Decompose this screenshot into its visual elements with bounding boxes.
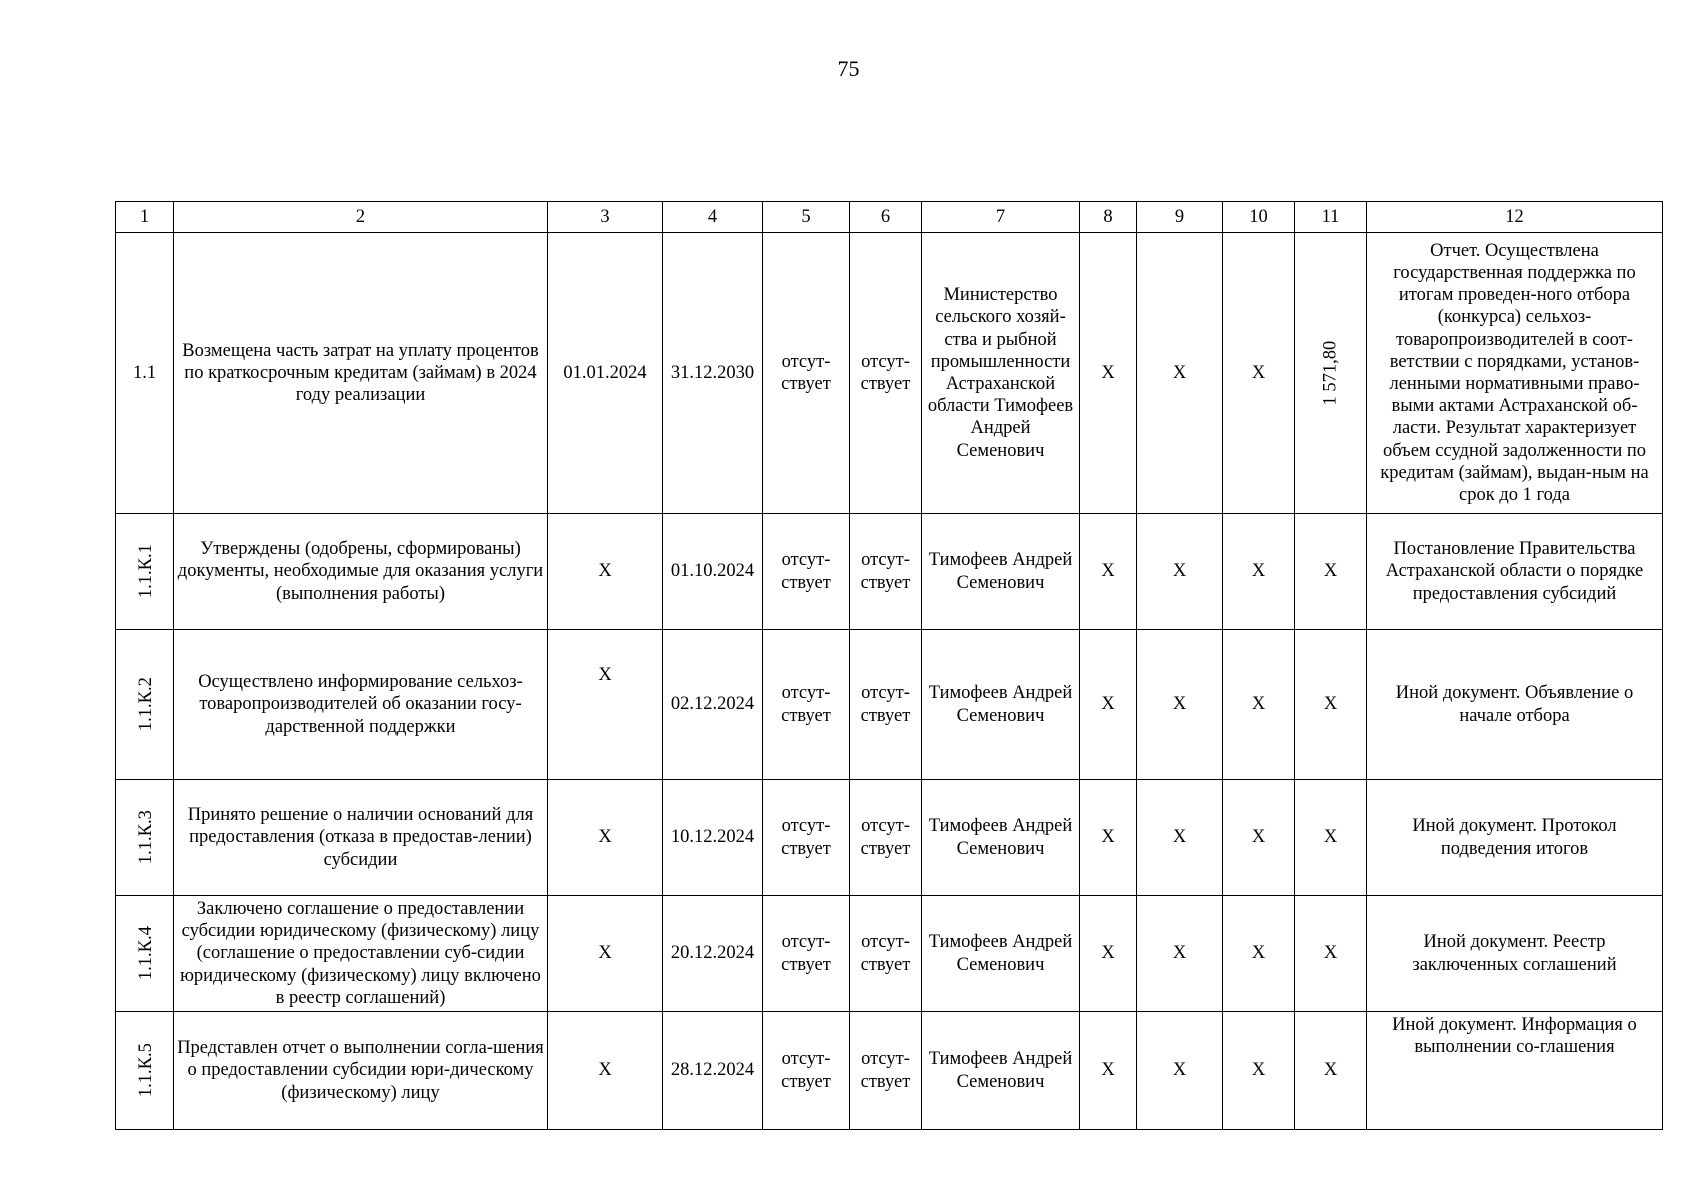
row-description: Принято решение о наличии оснований для предоставления (отказа в предостав-лении) субсидии	[174, 780, 548, 896]
cell-col8: X	[1080, 896, 1137, 1012]
document-cell: Отчет. Осуществлена государственная поддержка по итогам проведен-ного отбора (конкурса) сельхоз-товаропроизводителей в соот-ветствии с порядками, установ-ленными нормативными право-выми актами Астраханской об-ласти. Результат характеризует объем ссудной задолженности по кредитам (займам), выдан-ным на срок до 1 года	[1367, 233, 1663, 514]
row-number: 1.1.К.4	[135, 926, 156, 981]
cell-col9: X	[1137, 514, 1223, 630]
cell-col9: X	[1137, 780, 1223, 896]
document-cell: Иной документ. Объявление о начале отбора	[1367, 630, 1663, 780]
header-cell: 8	[1080, 202, 1137, 233]
amount-cell: X	[1295, 780, 1367, 896]
amount-cell: X	[1295, 896, 1367, 1012]
table-row	[116, 896, 1663, 1012]
responsible-cell: Тимофеев Андрей Семенович	[922, 1012, 1080, 1130]
cell-col8: X	[1080, 780, 1137, 896]
amount-value: 1 571,80	[1320, 340, 1341, 406]
header-cell: 3	[548, 202, 663, 233]
cell-col8: X	[1080, 1012, 1137, 1130]
row-number-cell	[116, 514, 174, 630]
start-date-cell: X	[548, 630, 663, 780]
cell-col10: X	[1223, 233, 1295, 514]
table-row	[116, 630, 1663, 780]
end-date-cell: 31.12.2030	[663, 233, 763, 514]
cell-col9: X	[1137, 233, 1223, 514]
responsible-cell: Тимофеев Андрей Семенович	[922, 780, 1080, 896]
results-table	[115, 201, 1663, 1130]
table-row	[116, 780, 1663, 896]
start-date-cell: X	[548, 780, 663, 896]
cell-col6: отсут-ствует	[850, 630, 922, 780]
cell-col6: отсут-ствует	[850, 233, 922, 514]
header-cell: 10	[1223, 202, 1295, 233]
table-row	[116, 514, 1663, 630]
end-date-cell: 28.12.2024	[663, 1012, 763, 1130]
header-cell: 4	[663, 202, 763, 233]
row-number-cell	[116, 630, 174, 780]
row-number-cell	[116, 1012, 174, 1130]
amount-cell: X	[1295, 630, 1367, 780]
document-cell: Иной документ. Реестр заключенных соглашений	[1367, 896, 1663, 1012]
cell-col8: X	[1080, 233, 1137, 514]
cell-col6: отсут-ствует	[850, 1012, 922, 1130]
cell-col6: отсут-ствует	[850, 896, 922, 1012]
cell-col10: X	[1223, 514, 1295, 630]
start-date-cell: X	[548, 1012, 663, 1130]
row-number: 1.1	[116, 233, 174, 514]
row-number: 1.1.К.5	[135, 1043, 156, 1098]
row-number: 1.1.К.2	[135, 677, 156, 732]
amount-cell	[1295, 233, 1367, 514]
start-date-cell: X	[548, 514, 663, 630]
row-description: Представлен отчет о выполнении согла-шения о предоставлении субсидии юри-дическому (физическому) лицу	[174, 1012, 548, 1130]
cell-col10: X	[1223, 780, 1295, 896]
end-date-cell: 10.12.2024	[663, 780, 763, 896]
header-cell: 11	[1295, 202, 1367, 233]
cell-col9: X	[1137, 896, 1223, 1012]
cell-col10: X	[1223, 896, 1295, 1012]
header-cell: 2	[174, 202, 548, 233]
cell-col6: отсут-ствует	[850, 514, 922, 630]
document-cell: Иной документ. Протокол подведения итогов	[1367, 780, 1663, 896]
cell-col5: отсут-ствует	[763, 514, 850, 630]
start-date-cell: X	[548, 896, 663, 1012]
row-number-cell	[116, 896, 174, 1012]
cell-col10: X	[1223, 1012, 1295, 1130]
amount-cell: X	[1295, 1012, 1367, 1130]
cell-col9: X	[1137, 630, 1223, 780]
cell-col9: X	[1137, 1012, 1223, 1130]
responsible-cell: Тимофеев Андрей Семенович	[922, 896, 1080, 1012]
header-cell: 6	[850, 202, 922, 233]
row-description: Осуществлено информирование сельхоз-товаропроизводителей об оказании госу-дарственной поддержки	[174, 630, 548, 780]
cell-col10: X	[1223, 630, 1295, 780]
cell-col5: отсут-ствует	[763, 233, 850, 514]
cell-col6: отсут-ствует	[850, 780, 922, 896]
amount-cell: X	[1295, 514, 1367, 630]
header-cell: 7	[922, 202, 1080, 233]
cell-col5: отсут-ствует	[763, 1012, 850, 1130]
table-row	[116, 233, 1663, 514]
page-number: 75	[837, 56, 860, 81]
start-date-cell: 01.01.2024	[548, 233, 663, 514]
document-cell: Постановление Правительства Астраханской области о порядке предоставления субсидий	[1367, 514, 1663, 630]
header-cell: 1	[116, 202, 174, 233]
row-description: Заключено соглашение о предоставлении субсидии юридическому (физическому) лицу (соглашение о предоставлении суб-сидии юридическому (физическому) лицу включено в реестр соглашений)	[174, 896, 548, 1012]
cell-col5: отсут-ствует	[763, 630, 850, 780]
end-date-cell: 20.12.2024	[663, 896, 763, 1012]
responsible-cell: Министерство сельского хозяй-ства и рыбной промышленности Астраханской области Тимофеев Андрей Семенович	[922, 233, 1080, 514]
row-number: 1.1.К.1	[135, 544, 156, 599]
row-description: Утверждены (одобрены, сформированы) документы, необходимые для оказания услуги (выполнения работы)	[174, 514, 548, 630]
cell-col8: X	[1080, 514, 1137, 630]
table-row	[116, 1012, 1663, 1130]
header-cell: 12	[1367, 202, 1663, 233]
responsible-cell: Тимофеев Андрей Семенович	[922, 514, 1080, 630]
row-description: Возмещена часть затрат на уплату процентов по краткосрочным кредитам (займам) в 2024 году реализации	[174, 233, 548, 514]
cell-col5: отсут-ствует	[763, 896, 850, 1012]
end-date-cell: 01.10.2024	[663, 514, 763, 630]
document-cell: Иной документ. Информация о выполнении со-глашения	[1367, 1012, 1663, 1130]
header-cell: 9	[1137, 202, 1223, 233]
cell-col5: отсут-ствует	[763, 780, 850, 896]
header-row	[116, 202, 1663, 233]
cell-col8: X	[1080, 630, 1137, 780]
row-number: 1.1.К.3	[135, 810, 156, 865]
row-number-cell	[116, 780, 174, 896]
responsible-cell: Тимофеев Андрей Семенович	[922, 630, 1080, 780]
header-cell: 5	[763, 202, 850, 233]
end-date-cell: 02.12.2024	[663, 630, 763, 780]
